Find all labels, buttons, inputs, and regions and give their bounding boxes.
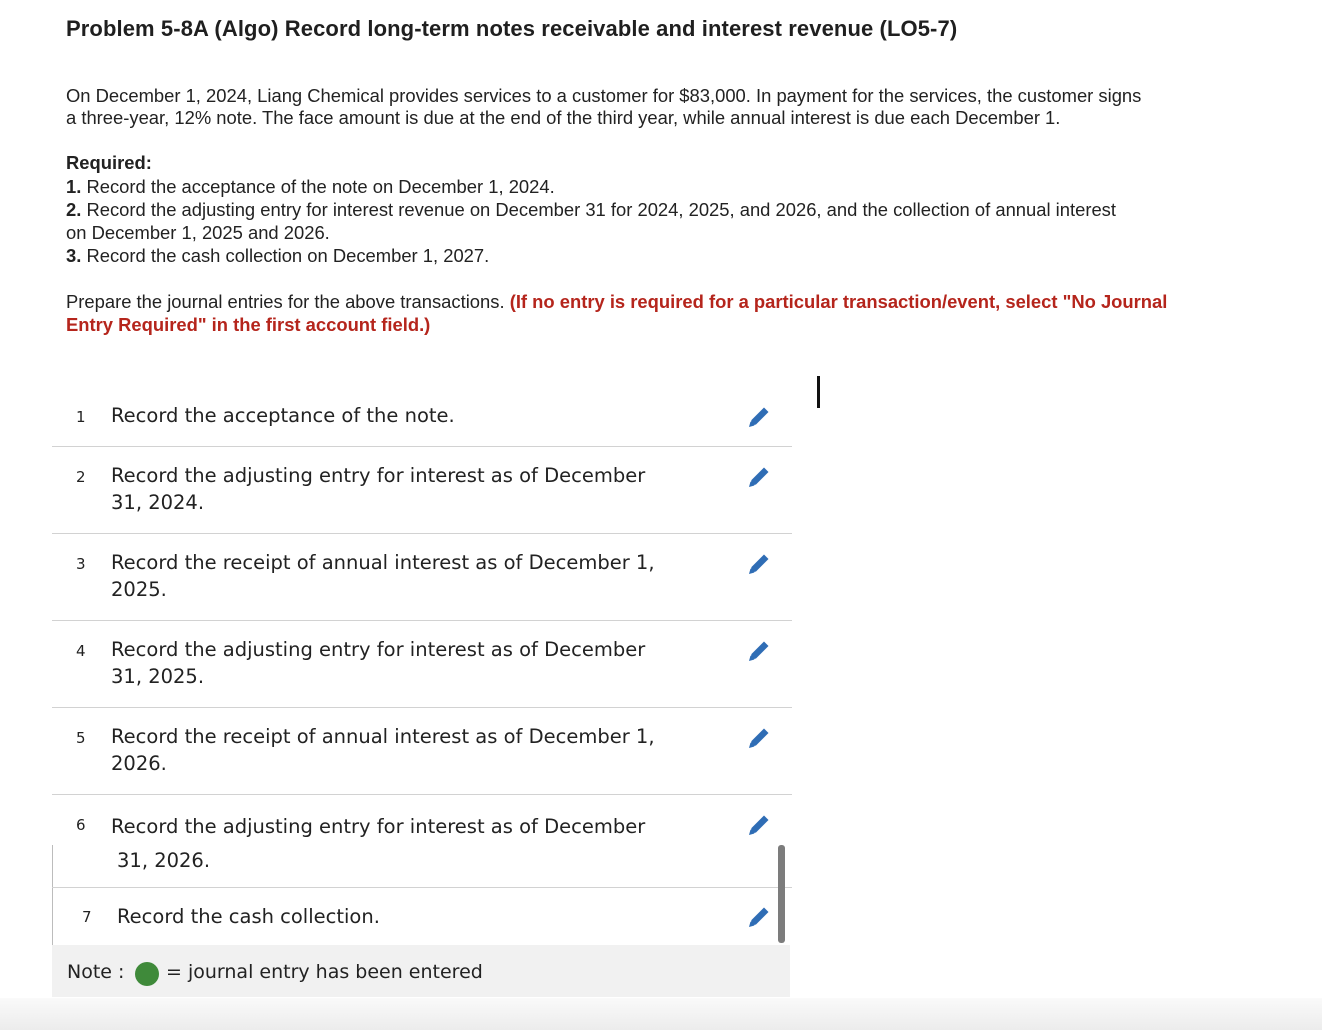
task-description	[111, 549, 691, 603]
task-line-1: Record the adjusting entry for interest as of December	[111, 464, 646, 487]
task-number: 4	[76, 642, 86, 660]
required-list	[66, 175, 1256, 267]
required-num: 2.	[66, 199, 82, 220]
task-number: 1	[76, 408, 86, 426]
task-description	[111, 462, 691, 516]
prepare-line-1	[66, 290, 1266, 313]
required-num: 1.	[66, 176, 82, 197]
required-text: Record the adjusting entry for interest revenue on December 31 for 2024, 2025, and 2026, and the collection of annual interest	[86, 199, 1116, 220]
task-description	[111, 723, 691, 777]
task-description	[117, 903, 697, 930]
note-legend-text: = journal entry has been entered	[166, 961, 483, 983]
task-line-1: Record the receipt of annual interest as of December 1,	[111, 725, 655, 748]
task-number: 2	[76, 468, 86, 486]
task-number: 3	[76, 555, 86, 573]
task-line-1: Record the cash collection.	[117, 905, 380, 928]
task-line-2: 2026.	[111, 752, 167, 775]
note-label: Note :	[67, 961, 125, 983]
task-line-2: 2025.	[111, 578, 167, 601]
required-text: Record the cash collection on December 1, 2027.	[86, 245, 490, 266]
task-row[interactable]	[52, 708, 792, 795]
pencil-icon[interactable]	[744, 549, 774, 579]
required-item-2	[66, 198, 1256, 221]
task-line-2: 31, 2024.	[111, 491, 205, 514]
prepare-text: Prepare the journal entries for the above transactions.	[66, 291, 505, 312]
required-item-3	[66, 244, 1256, 267]
task-row[interactable]	[52, 534, 792, 621]
pencil-icon[interactable]	[744, 902, 774, 932]
task-description	[111, 636, 691, 690]
pencil-icon[interactable]	[744, 636, 774, 666]
task-row[interactable]	[52, 888, 792, 944]
legend-note	[52, 945, 790, 997]
page-bottom-edge	[0, 998, 1322, 1030]
task-line-2: 31, 2025.	[111, 665, 205, 688]
green-dot-icon	[135, 962, 159, 986]
task-line-1: Record the receipt of annual interest as of December 1,	[111, 551, 655, 574]
task-line-1: Record the acceptance of the note.	[111, 404, 455, 427]
page-title: Problem 5-8A (Algo) Record long-term notes receivable and interest revenue (LO5-7)	[66, 16, 958, 41]
no-entry-instruction: (If no entry is required for a particular transaction/event, select "No Journal	[509, 291, 1168, 312]
text-cursor	[817, 376, 820, 408]
pencil-icon[interactable]	[744, 810, 774, 840]
required-text: Record the acceptance of the note on December 1, 2024.	[86, 176, 555, 197]
required-num: 3.	[66, 245, 82, 266]
task-description	[111, 402, 691, 429]
task-number: 7	[82, 908, 92, 926]
task-row[interactable]	[52, 795, 792, 888]
task-line-1: Record the adjusting entry for interest as of December	[111, 638, 646, 661]
task-number: 5	[76, 729, 86, 747]
pencil-icon[interactable]	[744, 402, 774, 432]
required-item-2-cont: on December 1, 2025 and 2026.	[66, 222, 330, 243]
task-description	[111, 810, 691, 878]
problem-description	[66, 85, 1266, 129]
task-row[interactable]	[52, 380, 792, 447]
prepare-instructions	[66, 290, 1266, 336]
scrollbar-thumb[interactable]	[778, 845, 785, 943]
required-heading: Required:	[66, 152, 152, 173]
task-number: 6	[76, 816, 86, 834]
pencil-icon[interactable]	[744, 462, 774, 492]
task-row[interactable]	[52, 447, 792, 534]
task-line-2: 31, 2026.	[117, 849, 211, 872]
description-line-1: On December 1, 2024, Liang Chemical provides services to a customer for $83,000. In payment for the services, the customer signs	[66, 85, 1142, 106]
task-row[interactable]	[52, 621, 792, 708]
task-line-1: Record the adjusting entry for interest as of December	[111, 815, 646, 838]
no-entry-instruction-cont: Entry Required" in the first account field.)	[66, 314, 431, 335]
pencil-icon[interactable]	[744, 723, 774, 753]
required-item-1	[66, 175, 1256, 198]
description-line-2: a three-year, 12% note. The face amount is due at the end of the third year, while annual interest is due each December 1.	[66, 107, 1061, 128]
